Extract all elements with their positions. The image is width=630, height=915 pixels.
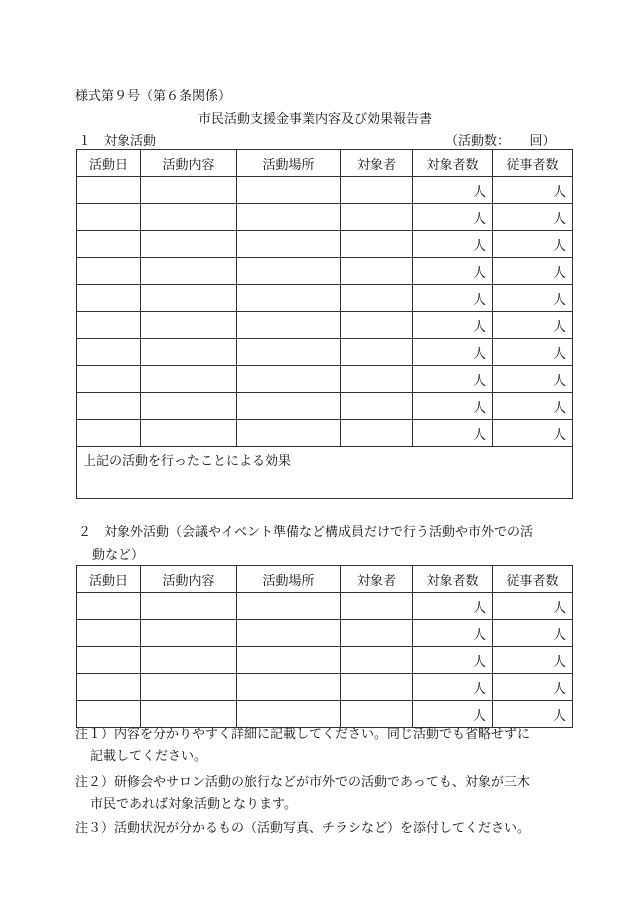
target-count-cell[interactable] xyxy=(413,312,493,339)
target-cell[interactable] xyxy=(341,593,413,620)
activity-date-cell[interactable] xyxy=(77,285,141,312)
activity-place-cell[interactable] xyxy=(237,177,341,204)
target-count-cell[interactable] xyxy=(413,620,493,647)
activity-date-cell[interactable] xyxy=(77,620,141,647)
target-cell[interactable] xyxy=(341,231,413,258)
target-cell[interactable] xyxy=(341,339,413,366)
activity-content-cell[interactable] xyxy=(141,393,237,420)
activity-content-cell[interactable] xyxy=(141,593,237,620)
table-row xyxy=(77,674,573,701)
activity-date-cell[interactable] xyxy=(77,339,141,366)
col-header-activity-date: 活動日 xyxy=(77,566,141,593)
target-cell[interactable] xyxy=(341,620,413,647)
activity-date-cell[interactable] xyxy=(77,312,141,339)
activity-content-cell[interactable] xyxy=(141,231,237,258)
staff-count-cell[interactable] xyxy=(493,204,573,231)
target-cell[interactable] xyxy=(341,312,413,339)
note-text-cont: 市民であれば対象活動となります。 xyxy=(90,797,297,812)
table-row xyxy=(77,593,573,620)
activity-content-cell[interactable] xyxy=(141,177,237,204)
staff-count-cell[interactable] xyxy=(493,339,573,366)
activity-place-cell[interactable] xyxy=(237,312,341,339)
form-label: 様式第９号（第６条関係） xyxy=(75,89,232,104)
person-unit: 人 xyxy=(472,681,486,697)
person-unit: 人 xyxy=(552,319,566,335)
activity-date-cell[interactable] xyxy=(77,231,141,258)
table-row xyxy=(77,366,573,393)
target-count-cell[interactable] xyxy=(413,366,493,393)
activity-place-cell[interactable] xyxy=(237,647,341,674)
target-activity-table xyxy=(76,149,573,499)
person-unit: 人 xyxy=(472,427,486,443)
activity-place-cell[interactable] xyxy=(237,674,341,701)
table-row xyxy=(77,420,573,447)
target-count-cell[interactable] xyxy=(413,177,493,204)
person-unit: 人 xyxy=(552,400,566,416)
col-header-activity-content: 活動内容 xyxy=(141,150,237,177)
table-row xyxy=(77,312,573,339)
person-unit: 人 xyxy=(552,681,566,697)
activity-content-cell[interactable] xyxy=(141,674,237,701)
activity-date-cell[interactable] xyxy=(77,393,141,420)
page-title: 市民活動支援金事業内容及び効果報告書 xyxy=(197,112,432,127)
staff-count-cell[interactable] xyxy=(493,647,573,674)
target-count-cell[interactable] xyxy=(413,204,493,231)
person-unit: 人 xyxy=(552,211,566,227)
activity-count-label: （活動数： 回） xyxy=(445,134,556,149)
target-count-cell[interactable] xyxy=(413,393,493,420)
staff-count-cell[interactable] xyxy=(493,312,573,339)
person-unit: 人 xyxy=(552,346,566,362)
target-cell[interactable] xyxy=(341,285,413,312)
note-text-cont: 記載してください。 xyxy=(90,749,208,764)
col-header-activity-place: 活動場所 xyxy=(237,566,341,593)
staff-count-cell[interactable] xyxy=(493,393,573,420)
activity-place-cell[interactable] xyxy=(237,393,341,420)
person-unit: 人 xyxy=(552,238,566,254)
activity-content-cell[interactable] xyxy=(141,420,237,447)
staff-count-cell[interactable] xyxy=(493,593,573,620)
note-3 xyxy=(75,818,575,840)
col-header-activity-place: 活動場所 xyxy=(237,150,341,177)
effect-label: 上記の活動を行ったことによる効果 xyxy=(83,454,292,469)
person-unit: 人 xyxy=(552,654,566,670)
target-count-cell[interactable] xyxy=(413,647,493,674)
person-unit: 人 xyxy=(472,627,486,643)
col-header-target-count: 対象者数 xyxy=(413,566,493,593)
col-header-activity-date: 活動日 xyxy=(77,150,141,177)
activity-place-cell[interactable] xyxy=(237,285,341,312)
activity-date-cell[interactable] xyxy=(77,366,141,393)
section1-heading: １ 対象活動 xyxy=(78,134,157,149)
person-unit: 人 xyxy=(472,654,486,670)
activity-date-cell[interactable] xyxy=(77,258,141,285)
activity-content-cell[interactable] xyxy=(141,647,237,674)
activity-content-cell[interactable] xyxy=(141,258,237,285)
target-count-cell[interactable] xyxy=(413,339,493,366)
table-row xyxy=(77,258,573,285)
person-unit: 人 xyxy=(552,427,566,443)
activity-content-cell[interactable] xyxy=(141,339,237,366)
table-row xyxy=(77,231,573,258)
activity-content-cell[interactable] xyxy=(141,312,237,339)
person-unit: 人 xyxy=(472,373,486,389)
person-unit: 人 xyxy=(472,600,486,616)
target-cell[interactable] xyxy=(341,258,413,285)
person-unit: 人 xyxy=(552,708,566,724)
table-row xyxy=(77,177,573,204)
person-unit: 人 xyxy=(472,292,486,308)
activity-content-cell[interactable] xyxy=(141,285,237,312)
target-count-cell[interactable] xyxy=(413,258,493,285)
table-row xyxy=(77,285,573,312)
target-cell[interactable] xyxy=(341,674,413,701)
staff-count-cell[interactable] xyxy=(493,258,573,285)
staff-count-cell[interactable] xyxy=(493,674,573,701)
note-text: 内容を分かりやすく詳細に記載してください。同じ活動でも省略せずに xyxy=(114,727,531,742)
section2-heading-line2: 動など） xyxy=(92,548,145,563)
note-1 xyxy=(75,724,575,768)
activity-place-cell[interactable] xyxy=(237,339,341,366)
person-unit: 人 xyxy=(472,184,486,200)
person-unit: 人 xyxy=(472,238,486,254)
target-count-cell[interactable] xyxy=(413,231,493,258)
section2-heading-line1: ２ 対象外活動（会議やイベント準備など構成員だけで行う活動や市外での活 xyxy=(78,525,534,540)
staff-count-cell[interactable] xyxy=(493,231,573,258)
table-header-row xyxy=(77,566,573,593)
staff-count-cell[interactable] xyxy=(493,285,573,312)
activity-place-cell[interactable] xyxy=(237,620,341,647)
person-unit: 人 xyxy=(472,346,486,362)
col-header-target: 対象者 xyxy=(341,566,413,593)
target-count-cell[interactable] xyxy=(413,285,493,312)
activity-content-cell[interactable] xyxy=(141,204,237,231)
person-unit: 人 xyxy=(552,184,566,200)
person-unit: 人 xyxy=(472,211,486,227)
staff-count-cell[interactable] xyxy=(493,177,573,204)
note-label: 注２） xyxy=(75,775,115,790)
staff-count-cell[interactable] xyxy=(493,366,573,393)
activity-date-cell[interactable] xyxy=(77,593,141,620)
activity-content-cell[interactable] xyxy=(141,366,237,393)
activity-place-cell[interactable] xyxy=(237,258,341,285)
col-header-activity-content: 活動内容 xyxy=(141,566,237,593)
person-unit: 人 xyxy=(552,627,566,643)
activity-place-cell[interactable] xyxy=(237,366,341,393)
person-unit: 人 xyxy=(552,292,566,308)
target-count-cell[interactable] xyxy=(413,674,493,701)
note-label: 注１） xyxy=(75,727,115,742)
person-unit: 人 xyxy=(552,600,566,616)
target-cell[interactable] xyxy=(341,647,413,674)
table-row xyxy=(77,204,573,231)
person-unit: 人 xyxy=(472,265,486,281)
table-row xyxy=(77,647,573,674)
note-2 xyxy=(75,772,575,816)
activity-date-cell[interactable] xyxy=(77,420,141,447)
effect-field[interactable] xyxy=(77,447,573,499)
effect-row xyxy=(77,447,573,499)
activity-place-cell[interactable] xyxy=(237,593,341,620)
target-count-cell[interactable] xyxy=(413,420,493,447)
target-cell[interactable] xyxy=(341,177,413,204)
person-unit: 人 xyxy=(472,319,486,335)
col-header-target-count: 対象者数 xyxy=(413,150,493,177)
staff-count-cell[interactable] xyxy=(493,420,573,447)
target-cell[interactable] xyxy=(341,393,413,420)
note-text: 活動状況が分かるもの（活動写真、チラシなど）を添付してください。 xyxy=(114,821,531,836)
target-count-cell[interactable] xyxy=(413,593,493,620)
activity-place-cell[interactable] xyxy=(237,420,341,447)
activity-place-cell[interactable] xyxy=(237,204,341,231)
table-row xyxy=(77,339,573,366)
table-row xyxy=(77,620,573,647)
target-cell[interactable] xyxy=(341,420,413,447)
target-cell[interactable] xyxy=(341,204,413,231)
table-header-row xyxy=(77,150,573,177)
person-unit: 人 xyxy=(552,265,566,281)
activity-content-cell[interactable] xyxy=(141,620,237,647)
col-header-staff-count: 従事者数 xyxy=(493,566,573,593)
col-header-staff-count: 従事者数 xyxy=(493,150,573,177)
non-target-activity-table xyxy=(76,565,573,728)
table-row xyxy=(77,393,573,420)
target-cell[interactable] xyxy=(341,366,413,393)
person-unit: 人 xyxy=(552,373,566,389)
activity-date-cell[interactable] xyxy=(77,674,141,701)
activity-date-cell[interactable] xyxy=(77,204,141,231)
person-unit: 人 xyxy=(472,708,486,724)
activity-place-cell[interactable] xyxy=(237,231,341,258)
note-text: 研修会やサロン活動の旅行などが市外での活動であっても、対象が三木 xyxy=(114,775,530,790)
col-header-target: 対象者 xyxy=(341,150,413,177)
activity-date-cell[interactable] xyxy=(77,647,141,674)
note-label: 注３） xyxy=(75,821,115,836)
staff-count-cell[interactable] xyxy=(493,620,573,647)
person-unit: 人 xyxy=(472,400,486,416)
activity-date-cell[interactable] xyxy=(77,177,141,204)
